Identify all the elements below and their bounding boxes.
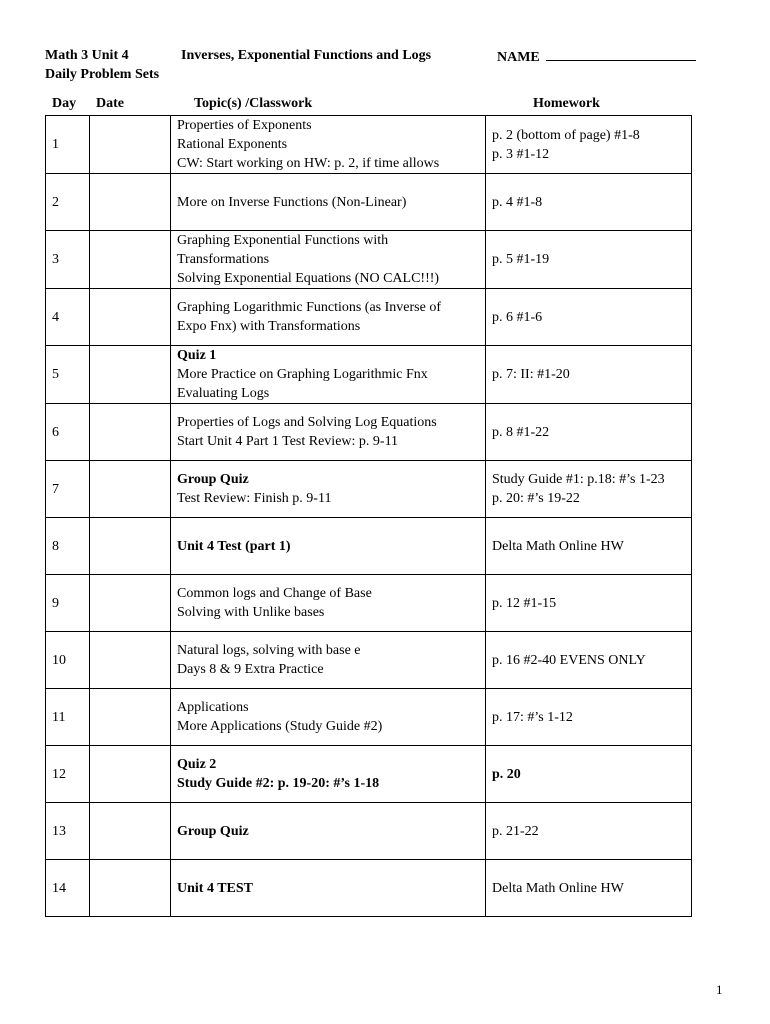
topic-cell bbox=[171, 632, 486, 689]
date-cell bbox=[90, 404, 171, 461]
topic-line: Common logs and Change of Base bbox=[177, 586, 372, 601]
date-cell bbox=[90, 174, 171, 231]
homework-line: p. 6 #1-6 bbox=[492, 309, 543, 325]
day-cell: 13 bbox=[46, 803, 90, 860]
table-row bbox=[46, 746, 692, 803]
day-cell: 9 bbox=[46, 575, 90, 632]
homework-cell bbox=[486, 174, 692, 231]
table-row bbox=[46, 803, 692, 860]
table-row bbox=[46, 346, 692, 404]
homework-cell bbox=[486, 860, 692, 917]
homework-cell bbox=[486, 575, 692, 632]
homework-cell bbox=[486, 116, 692, 174]
schedule-table bbox=[45, 115, 692, 917]
date-cell bbox=[90, 518, 171, 575]
topic-cell bbox=[171, 803, 486, 860]
table-row bbox=[46, 404, 692, 461]
table-row bbox=[46, 518, 692, 575]
homework-line: p. 3 #1-12 bbox=[492, 146, 550, 162]
homework-line: Study Guide #1: p.18: #’s 1-23 bbox=[492, 472, 665, 487]
table-row bbox=[46, 289, 692, 346]
homework-cell bbox=[486, 289, 692, 346]
homework-cell bbox=[486, 689, 692, 746]
table-row bbox=[46, 575, 692, 632]
topic-cell bbox=[171, 518, 486, 575]
document-title: Inverses, Exponential Functions and Logs bbox=[181, 48, 432, 63]
day-cell: 8 bbox=[46, 518, 90, 575]
topic-line: Unit 4 TEST bbox=[177, 880, 253, 896]
topic-cell bbox=[171, 404, 486, 461]
homework-cell bbox=[486, 803, 692, 860]
topic-cell bbox=[171, 289, 486, 346]
homework-line: p. 20: #’s 19-22 bbox=[492, 491, 580, 506]
topic-line: Days 8 & 9 Extra Practice bbox=[177, 662, 324, 677]
day-cell: 3 bbox=[46, 231, 90, 289]
table-row bbox=[46, 632, 692, 689]
homework-line: p. 16 #2-40 EVENS ONLY bbox=[492, 652, 646, 668]
day-cell: 1 bbox=[46, 116, 90, 174]
name-label: NAME bbox=[497, 50, 540, 65]
day-cell: 7 bbox=[46, 461, 90, 518]
topic-line: Properties of Logs and Solving Log Equations bbox=[177, 415, 437, 430]
day-cell: 10 bbox=[46, 632, 90, 689]
topic-cell bbox=[171, 689, 486, 746]
topic-line: Start Unit 4 Part 1 Test Review: p. 9-11 bbox=[177, 434, 399, 449]
homework-cell bbox=[486, 461, 692, 518]
topic-line: Solving with Unlike bases bbox=[177, 605, 325, 620]
topic-line: Expo Fnx) with Transformations bbox=[177, 319, 361, 334]
homework-line: p. 17: #’s 1-12 bbox=[492, 709, 573, 725]
course-label: Math 3 Unit 4 bbox=[45, 48, 129, 63]
name-field bbox=[497, 48, 696, 66]
day-cell: 14 bbox=[46, 860, 90, 917]
day-cell: 6 bbox=[46, 404, 90, 461]
date-cell bbox=[90, 289, 171, 346]
table-row bbox=[46, 461, 692, 518]
day-cell: 12 bbox=[46, 746, 90, 803]
topic-cell bbox=[171, 860, 486, 917]
topic-line: CW: Start working on HW: p. 2, if time allows bbox=[177, 156, 440, 171]
homework-line: Delta Math Online HW bbox=[492, 880, 624, 896]
topic-line: Transformations bbox=[177, 252, 270, 267]
day-cell: 5 bbox=[46, 346, 90, 404]
date-cell bbox=[90, 346, 171, 404]
topic-line: Natural logs, solving with base e bbox=[177, 643, 361, 658]
topic-line: Quiz 2 bbox=[177, 757, 217, 772]
table-row bbox=[46, 116, 692, 174]
column-header-homework: Homework bbox=[533, 96, 600, 111]
homework-line: p. 21-22 bbox=[492, 823, 539, 839]
homework-cell bbox=[486, 518, 692, 575]
document-subtitle: Daily Problem Sets bbox=[45, 67, 160, 82]
table-row bbox=[46, 174, 692, 231]
homework-line: p. 4 #1-8 bbox=[492, 194, 543, 210]
topic-cell bbox=[171, 116, 486, 174]
date-cell bbox=[90, 575, 171, 632]
topic-line: Group Quiz bbox=[177, 823, 249, 839]
topic-line: Properties of Exponents bbox=[177, 118, 312, 133]
topic-line: Group Quiz bbox=[177, 472, 249, 487]
column-header-topic: Topic(s) /Classwork bbox=[194, 96, 313, 111]
date-cell bbox=[90, 461, 171, 518]
column-header-date: Date bbox=[96, 96, 124, 111]
topic-line: Graphing Exponential Functions with bbox=[177, 233, 389, 248]
topic-line: Quiz 1 bbox=[177, 348, 217, 363]
homework-cell bbox=[486, 404, 692, 461]
topic-line: Study Guide #2: p. 19-20: #’s 1-18 bbox=[177, 776, 380, 791]
homework-line: Delta Math Online HW bbox=[492, 538, 624, 554]
homework-cell bbox=[486, 632, 692, 689]
topic-cell bbox=[171, 461, 486, 518]
homework-line: p. 5 #1-19 bbox=[492, 252, 550, 267]
topic-cell bbox=[171, 174, 486, 231]
day-cell: 11 bbox=[46, 689, 90, 746]
table-row bbox=[46, 689, 692, 746]
homework-line: p. 7: II: #1-20 bbox=[492, 367, 570, 382]
date-cell bbox=[90, 116, 171, 174]
column-header-day: Day bbox=[52, 96, 77, 111]
homework-cell bbox=[486, 346, 692, 404]
day-cell: 2 bbox=[46, 174, 90, 231]
topic-cell bbox=[171, 231, 486, 289]
date-cell bbox=[90, 746, 171, 803]
table-row bbox=[46, 231, 692, 289]
homework-cell bbox=[486, 231, 692, 289]
topic-line: Graphing Logarithmic Functions (as Inverse of bbox=[177, 300, 441, 315]
table-row bbox=[46, 860, 692, 917]
topic-cell bbox=[171, 746, 486, 803]
date-cell bbox=[90, 689, 171, 746]
homework-line: p. 20 bbox=[492, 766, 521, 782]
date-cell bbox=[90, 803, 171, 860]
name-blank-line bbox=[546, 48, 696, 61]
topic-line: Test Review: Finish p. 9-11 bbox=[177, 491, 332, 506]
homework-line: p. 8 #1-22 bbox=[492, 424, 550, 440]
topic-line: Evaluating Logs bbox=[177, 386, 270, 401]
topic-line: More on Inverse Functions (Non-Linear) bbox=[177, 194, 407, 210]
date-cell bbox=[90, 231, 171, 289]
page-number: 1 bbox=[716, 982, 723, 997]
topic-line: Applications bbox=[177, 700, 249, 715]
homework-line: p. 12 #1-15 bbox=[492, 595, 557, 611]
topic-line: Rational Exponents bbox=[177, 137, 288, 152]
topic-line: Unit 4 Test (part 1) bbox=[177, 538, 291, 554]
date-cell bbox=[90, 860, 171, 917]
topic-cell bbox=[171, 575, 486, 632]
day-cell: 4 bbox=[46, 289, 90, 346]
date-cell bbox=[90, 632, 171, 689]
topic-line: Solving Exponential Equations (NO CALC!!!) bbox=[177, 271, 440, 286]
homework-cell bbox=[486, 746, 692, 803]
topic-line: More Practice on Graphing Logarithmic Fnx bbox=[177, 367, 428, 382]
topic-line: More Applications (Study Guide #2) bbox=[177, 719, 383, 734]
topic-cell bbox=[171, 346, 486, 404]
homework-line: p. 2 (bottom of page) #1-8 bbox=[492, 127, 640, 143]
